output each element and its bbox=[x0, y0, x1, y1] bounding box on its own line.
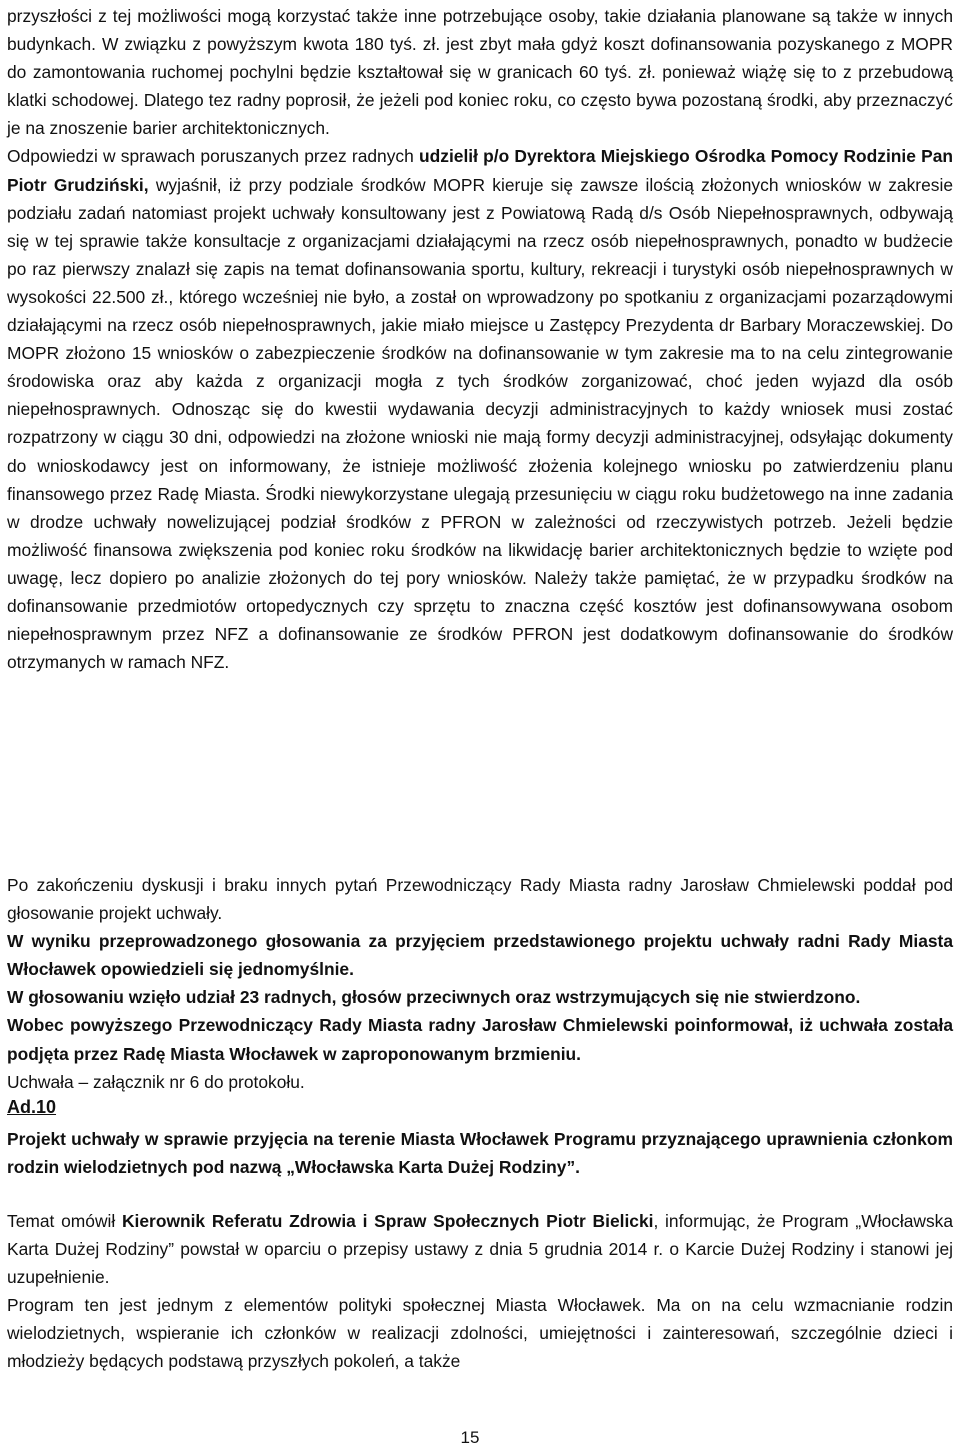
paragraph-vote-result: W wyniku przeprowadzonego głosowania za przyjęciem przedstawionego projektu uchwały radni Rady Miasta Włocławek opowiedzieli się jednomyślnie. bbox=[7, 931, 953, 980]
agenda-item-title: Projekt uchwały w sprawie przyjęcia na terenie Miasta Włocławek Programu przyznającego uprawnienia członkom rodzin wielodzietnych pod nazwą „Włocławska Karta Dużej Rodziny”. bbox=[7, 1129, 953, 1178]
response-body: wyjaśnił, iż przy podziale środków MOPR kieruje się zawsze ilością złożonych wniosków w zakresie podziału zadań natomiast projekt uchwały konsultowany jest z Powiatową Radą d/s Osób Niepełnosprawnych, odbywają się w tej sprawie także konsultacje z organizacjami działającymi na rzecz osób niepełnosprawnych, ponadto w budżecie po raz pierwszy znalazł się zapis na temat dofinansowania sportu, kultury, rekreacji i turystyki osób niepełnosprawnych w wysokości 22.500 zł., którego wcześniej nie było, a został on wprowadzony po spotkaniu z organizacjami pozarządowymi działającymi na rzecz osób niepełnosprawnych, jakie miało miejsce u Zastępcy Prezydenta dr Barbary Moraczewskiej. Do MOPR złożono 15 wniosków o zabezpieczenie środków na dofinansowanie w tym zakresie ma to na celu zintegrowanie środowiska oraz aby każda z organizacji mogła z tych środków zorganizować, choć jeden wyjazd dla osób niepełnosprawnych. Odnosząc się do kwestii wydawania decyzji administracyjnych to każdy wniosek musi zostać rozpatrzony w ciągu 30 dni, odpowiedzi na złożone wnioski nie mają formy decyzji administracyjnej, odsyłając dokumenty do wnioskodawcy jest on informowany, że istnieje możliwość złożenia kolejnego wniosku po zatwierdzeniu planu finansowego przez Radę Miasta. Środki niewykorzystane ulegają przesunięciu w ciągu roku budżetowego na inne zadania w drodze uchwały nowelizującej podział środków z PFRON w zależności od rzeczywistych potrzeb. Jeżeli będzie możliwość finansowa zwiększenia pod koniec roku środków na likwidację barier architektonicznych będzie to wzięte pod uwagę, lecz dopiero po analizie złożonych do tej pory wniosków. Należy także pamiętać, że w przypadku środków na dofinansowanie przedmiotów ortopedycznych czy sprzętu to znaczna część kosztów jest dofinansowywana osobom niepełnosprawnym przez NFZ a dofinansowanie ze środków PFRON jest dodatkowym dofinansowanie do środków otrzymanych w ramach NFZ. bbox=[7, 174, 953, 673]
agenda-item-heading: Ad.10 bbox=[7, 1097, 57, 1117]
decision-section bbox=[7, 871, 953, 1096]
agenda-item-title-section bbox=[7, 1125, 953, 1181]
paragraph-vote-count: W głosowaniu wzięło udział 23 radnych, głosów przeciwnych oraz wstrzymujących się nie stwierdzono. bbox=[7, 987, 861, 1008]
presenter-body: , informując, że Program „Włocławska Karta Dużej Rodziny” powstał w oparciu o przepisy ustawy z dnia 5 grudnia 2014 r. o Karcie Dużej Rodziny i stanowi jej uzupełnienie. bbox=[7, 1211, 954, 1288]
page-number: 15 bbox=[460, 1428, 480, 1447]
continuation-section bbox=[7, 2, 953, 676]
paragraph-attachment-note: Uchwała – załącznik nr 6 do protokołu. bbox=[7, 1071, 305, 1092]
response-intro: Odpowiedzi w sprawach poruszanych przez radnych bbox=[7, 146, 419, 167]
response-speaker: udzielił p/o Dyrektora Miejskiego Ośrodka Pomocy Rodzinie Pan Piotr Grudziński, bbox=[7, 146, 954, 195]
paragraph-resolution-adopted: Wobec powyższego Przewodniczący Rady Miasta radny Jarosław Chmielewski poinformował, iż uchwała została podjęta przez Radę Miasta Włocławek w zaproponowanym brzmieniu. bbox=[7, 1015, 953, 1064]
paragraph-presenter bbox=[7, 1207, 953, 1291]
paragraph-program-description: Program ten jest jednym z elementów polityki społecznej Miasta Włocławek. Ma on na celu wzmacnianie rodzin wielodzietnych, wspieranie ich członków w realizacji zdolności, umiejętności i zainteresowań, szczególnie dzieci i młodzieży będących podstawą przyszłych pokoleń, a także bbox=[7, 1295, 953, 1372]
presenter-name: Kierownik Referatu Zdrowia i Spraw Społecznych Piotr Bielicki bbox=[122, 1211, 654, 1231]
presenter-intro: Temat omówił bbox=[7, 1211, 122, 1231]
paragraph-vote-call: Po zakończeniu dyskusji i braku innych pytań Przewodniczący Rady Miasta radny Jarosław Chmielewski poddał pod głosowanie projekt uchwały. bbox=[7, 875, 953, 924]
paragraph-mopr-response bbox=[7, 142, 953, 676]
paragraph-architectural-barriers: przyszłości z tej możliwości mogą korzystać także inne potrzebujące osoby, takie działania planowane są także w innych budynkach. W związku z powyższym kwota 180 tyś. zł. jest zbyt mała gdyż koszt dofinansowania pozyskanego z MOPR do zamontowania ruchomej pochylni będzie kształtował się w granicach 60 tyś. zł. ponieważ wiążę się to z przebudową klatki schodowej. Dlatego tez radny poprosił, że jeżeli pod koniec roku, co często bywa pozostaną środki, aby przeznaczyć je na znoszenie barier architektonicznych. bbox=[7, 6, 953, 139]
agenda-item-body bbox=[7, 1207, 953, 1376]
